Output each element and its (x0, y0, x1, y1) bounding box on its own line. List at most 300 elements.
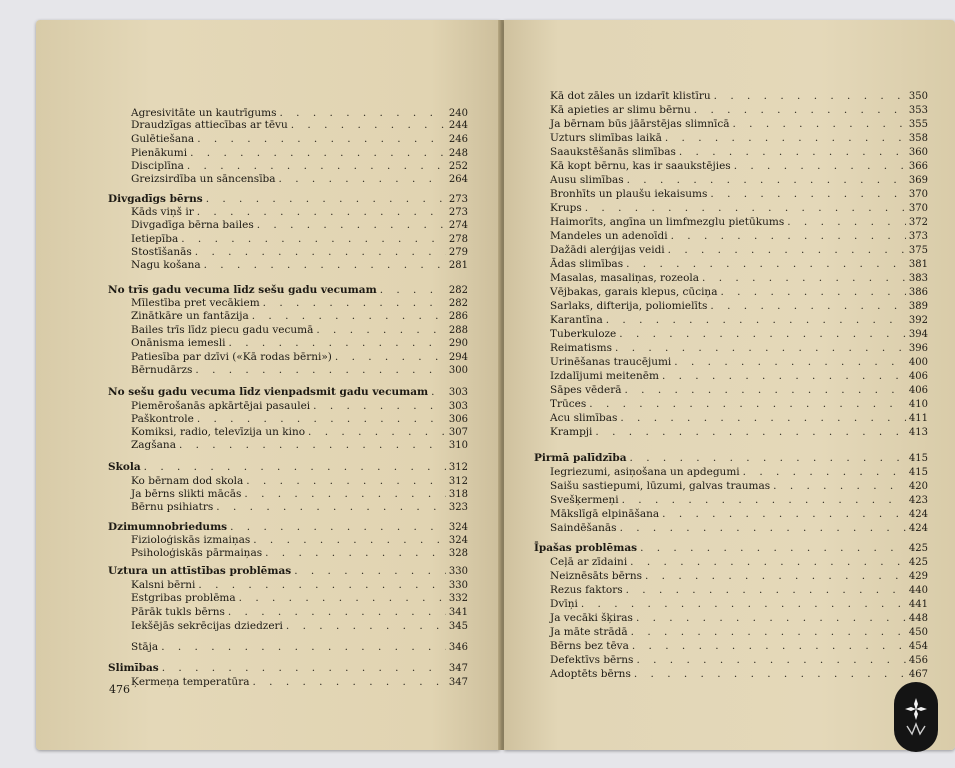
toc-entry (131, 488, 468, 501)
toc-page-number: 278 (448, 234, 468, 245)
dot-leader (162, 662, 446, 674)
toc-entry-title: Karantīna (550, 314, 603, 326)
toc-entry (131, 439, 468, 452)
toc-page-number: 290 (448, 338, 468, 349)
toc-page-number: 274 (448, 220, 468, 231)
toc-entry (131, 337, 468, 350)
toc-entry-title: Greizsirdība un sāncensība (131, 173, 276, 185)
dot-leader (630, 452, 906, 464)
toc-entry-title: Disciplīna (131, 160, 184, 172)
toc-page-number: 375 (908, 245, 928, 256)
toc-page-number: 312 (448, 476, 468, 487)
toc-section-heading (108, 193, 468, 206)
toc-page-number: 372 (908, 217, 928, 228)
toc-page-number: 410 (908, 399, 928, 410)
toc-page-number: 324 (448, 535, 468, 546)
toc-page-number: 324 (448, 522, 468, 533)
toc-page-number: 294 (448, 352, 468, 363)
toc-page-number: 400 (908, 357, 928, 368)
toc-entry (550, 132, 928, 145)
dot-leader (615, 342, 906, 354)
toc-entry-title: Ādas slimības (550, 258, 624, 270)
toc-page-number: 440 (908, 585, 928, 596)
toc-page-number: 386 (908, 287, 928, 298)
dot-leader (702, 272, 906, 284)
dot-leader (229, 337, 446, 349)
toc-page-number: 248 (448, 148, 468, 159)
toc-entry (131, 620, 468, 633)
toc-entry-title: Iekšējās sekrēcijas dziedzeri (131, 620, 283, 632)
toc-entry-title: Stāja (131, 641, 159, 653)
dot-leader (187, 160, 446, 172)
toc-entry-title: Stostīšanās (131, 246, 192, 258)
toc-page-number: 282 (448, 298, 468, 309)
toc-page-number: 310 (448, 440, 468, 451)
toc-entry (131, 246, 468, 259)
toc-entry-title: Dažādi alerģijas veidi (550, 244, 665, 256)
dot-leader (710, 188, 906, 200)
toc-entry (131, 310, 468, 323)
toc-entry (550, 466, 928, 479)
toc-page-number: 415 (908, 467, 928, 478)
dot-leader (632, 640, 906, 652)
toc-entry-title: Reimatisms (550, 342, 613, 354)
toc-page-number: 341 (448, 607, 468, 618)
dot-leader (190, 147, 446, 159)
toc-entry-title: Kā dot zāles un izdarīt klistīru (550, 90, 711, 102)
toc-entry-title: Psiholoģiskās pārmaiņas (131, 547, 263, 559)
toc-page-number: 300 (448, 365, 468, 376)
dot-leader (620, 522, 906, 534)
toc-entry-title: Kalsni bērni (131, 579, 196, 591)
dot-leader (636, 612, 906, 624)
toc-page-number: 425 (908, 543, 928, 554)
toc-entry-title: Pirmā palīdzība (534, 452, 627, 464)
toc-entry (550, 522, 928, 535)
toc-entry (550, 146, 928, 159)
toc-page-number: 389 (908, 301, 928, 312)
dot-leader (206, 193, 446, 205)
toc-entry-title: Dzimumnobriedums (108, 521, 228, 533)
toc-entry-title: Ko bērnam dod skola (131, 475, 244, 487)
toc-entry (131, 592, 468, 605)
toc-page-number: 406 (908, 371, 928, 382)
toc-page-number: 307 (448, 427, 468, 438)
dot-leader (263, 297, 446, 309)
toc-page-number: 425 (908, 557, 928, 568)
toc-page-number: 467 (908, 669, 928, 680)
right-page (504, 20, 955, 750)
dot-leader (239, 592, 446, 604)
dot-leader (197, 206, 446, 218)
toc-page-number: 306 (448, 414, 468, 425)
dot-leader (732, 118, 905, 130)
toc-section-heading (108, 461, 468, 474)
toc-entry-title: Saišu sastiepumi, lūzumi, galvas traumas (550, 480, 771, 492)
toc-entry-title: Bērns bez tēva (550, 640, 629, 652)
toc-entry (550, 480, 928, 493)
toc-entry-title: Paškontrole (131, 413, 194, 425)
toc-entry (550, 118, 928, 131)
dot-leader (645, 570, 906, 582)
toc-entry-title: Krampji (550, 426, 593, 438)
toc-page-number: 347 (448, 663, 468, 674)
dot-leader (431, 386, 446, 398)
toc-page-number: 346 (448, 642, 468, 653)
dot-leader (230, 521, 446, 533)
toc-entry (550, 342, 928, 355)
toc-entry-title: No sešu gadu vecuma līdz vienpadsmit gadu vecumam (108, 386, 429, 398)
toc-entry (550, 188, 928, 201)
toc-entry (550, 654, 928, 667)
toc-entry (550, 174, 928, 187)
dot-leader (252, 676, 445, 688)
toc-entry (131, 426, 468, 439)
toc-entry-title: Vējbakas, garais klepus, cūciņa (550, 286, 718, 298)
toc-entry (131, 676, 468, 689)
toc-entry-title: Piemērošanās apkārtējai pasaulei (131, 400, 311, 412)
dot-leader (335, 351, 446, 363)
toc-page-number: 411 (908, 413, 928, 424)
toc-page-number: 448 (908, 613, 928, 624)
dot-leader (246, 475, 446, 487)
toc-page-number: 441 (908, 599, 928, 610)
toc-entry (131, 534, 468, 547)
toc-page-number: 396 (908, 343, 928, 354)
dot-leader (624, 384, 905, 396)
toc-entry (131, 364, 468, 377)
toc-entry-title: Kā apieties ar slimu bērnu (550, 104, 691, 116)
toc-page-number: 350 (908, 91, 928, 102)
toc-entry (550, 328, 928, 341)
toc-entry (550, 508, 928, 521)
toc-page-number: 406 (908, 385, 928, 396)
toc-entry-title: Mīlestība pret vecākiem (131, 297, 260, 309)
toc-entry-title: No trīs gadu vecuma līdz sešu gadu vecumam (108, 284, 377, 296)
dot-leader (622, 494, 906, 506)
dot-leader (228, 606, 446, 618)
page-number: 476 (109, 683, 130, 696)
toc-entry-title: Saaukstēšanās slimības (550, 146, 676, 158)
toc-page-number: 332 (448, 593, 468, 604)
toc-entry (131, 400, 468, 413)
toc-entry (550, 570, 928, 583)
toc-page-number: 264 (448, 174, 468, 185)
dot-leader (620, 412, 906, 424)
toc-page-number: 392 (908, 315, 928, 326)
dot-leader (581, 598, 906, 610)
toc-page-number: 353 (908, 105, 928, 116)
toc-entry-title: Bērnudārzs (131, 364, 193, 376)
toc-entry (550, 230, 928, 243)
toc-page-number: 355 (908, 119, 928, 130)
toc-page-number: 303 (448, 401, 468, 412)
toc-page-number: 369 (908, 175, 928, 186)
toc-entry (131, 233, 468, 246)
toc-entry-title: Nagu košana (131, 259, 201, 271)
dot-leader (585, 202, 906, 214)
toc-page-number: 273 (448, 207, 468, 218)
toc-entry (550, 668, 928, 681)
toc-page-number: 281 (448, 260, 468, 271)
toc-page-number: 373 (908, 231, 928, 242)
dot-leader (606, 314, 906, 326)
toc-entry (550, 90, 928, 103)
dot-leader (589, 398, 906, 410)
toc-section-heading (108, 521, 468, 534)
dot-leader (216, 501, 446, 513)
toc-entry-title: Trūces (550, 398, 587, 410)
toc-page-number: 312 (448, 462, 468, 473)
toc-page-number: 370 (908, 203, 928, 214)
toc-page-number: 420 (908, 481, 928, 492)
toc-entry-title: Bērnu psihiatrs (131, 501, 214, 513)
toc-entry (550, 584, 928, 597)
toc-entry (131, 324, 468, 337)
toc-page-number: 279 (448, 247, 468, 258)
toc-entry (131, 173, 468, 186)
toc-entry-title: Rezus faktors (550, 584, 623, 596)
toc-entry-title: Ceļā ar zīdaini (550, 556, 628, 568)
toc-page-number: 345 (448, 621, 468, 632)
toc-page-number: 286 (448, 311, 468, 322)
toc-entry (550, 356, 928, 369)
toc-entry (131, 133, 468, 146)
toc-entry-title: Sarlaks, difterija, poliomielīts (550, 300, 708, 312)
toc-page-number: 383 (908, 273, 928, 284)
toc-entry (131, 147, 468, 160)
dot-leader (710, 300, 905, 312)
toc-entry-title: Zinātkāre un fantāzija (131, 310, 249, 322)
toc-page-number: 424 (908, 509, 928, 520)
dot-leader (668, 244, 906, 256)
toc-page-number: 244 (448, 120, 468, 131)
dot-leader (619, 328, 906, 340)
toc-entry (550, 300, 928, 313)
toc-entry-title: Ķermeņa temperatūra (131, 676, 250, 688)
toc-entry-title: Ietiepība (131, 233, 179, 245)
toc-entry-title: Agresivitāte un kautrīgums (131, 107, 277, 119)
dot-leader (195, 364, 446, 376)
toc-page-number: 240 (448, 108, 468, 119)
toc-entry (550, 384, 928, 397)
toc-entry-title: Masalas, masaliņas, rozeola (550, 272, 700, 284)
toc-section-heading (108, 284, 468, 297)
toc-entry-title: Slimības (108, 662, 159, 674)
dot-leader (626, 584, 906, 596)
dot-leader (204, 259, 446, 271)
dot-leader (631, 626, 906, 638)
toc-entry (131, 475, 468, 488)
dot-leader (662, 370, 906, 382)
toc-entry-title: Gulētiešana (131, 133, 195, 145)
toc-page-number: 328 (448, 548, 468, 559)
toc-entry-title: Adoptēts bērns (550, 668, 631, 680)
toc-page-number: 318 (448, 489, 468, 500)
toc-entry (550, 626, 928, 639)
dot-leader (665, 132, 906, 144)
dot-leader (265, 547, 446, 559)
toc-entry (131, 206, 468, 219)
toc-entry-title: Patiesība par dzīvi («Kā rodas bērni») (131, 351, 332, 363)
dot-leader (743, 466, 906, 478)
dot-leader (694, 104, 906, 116)
dot-leader (773, 480, 906, 492)
toc-page-number: 366 (908, 161, 928, 172)
toc-entry-title: Tuberkuloze (550, 328, 617, 340)
dot-leader (252, 310, 446, 322)
toc-entry-title: Onānisma iemesli (131, 337, 226, 349)
toc-entry (550, 494, 928, 507)
toc-entry-title: Svešķermeņi (550, 494, 619, 506)
toc-entry-title: Ja bērns slikti mācās (131, 488, 242, 500)
dot-leader (294, 565, 446, 577)
dot-leader (280, 107, 446, 119)
toc-entry-title: Fizioloģiskās izmaiņas (131, 534, 251, 546)
toc-page-number: 246 (448, 134, 468, 145)
toc-entry-title: Zagšana (131, 439, 176, 451)
toc-entry-title: Divgadīgs bērns (108, 193, 203, 205)
toc-page-number: 370 (908, 189, 928, 200)
dot-leader (313, 400, 446, 412)
toc-entry-title: Bailes trīs līdz piecu gadu vecumā (131, 324, 314, 336)
toc-entry-title: Urinēšanas traucējumi (550, 356, 672, 368)
toc-page-number: 252 (448, 161, 468, 172)
toc-page-number: 381 (908, 259, 928, 270)
toc-entry-title: Ausu slimības (550, 174, 624, 186)
dot-leader (181, 233, 446, 245)
toc-entry (550, 216, 928, 229)
toc-entry (131, 501, 468, 514)
toc-entry (550, 426, 928, 439)
toc-page-number: 288 (448, 325, 468, 336)
dot-leader (257, 219, 446, 231)
toc-section-heading (534, 452, 928, 465)
dot-leader (279, 173, 446, 185)
toc-entry (131, 219, 468, 232)
toc-page-number: 358 (908, 133, 928, 144)
toc-entry (131, 297, 468, 310)
toc-page-number: 347 (448, 677, 468, 688)
toc-entry-title: Uztura un attīstības problēmas (108, 565, 292, 577)
toc-page-number: 303 (448, 387, 468, 398)
toc-entry-title: Mandeles un adenoīdi (550, 230, 668, 242)
toc-page-number: 415 (908, 453, 928, 464)
dot-leader (198, 579, 446, 591)
toc-entry-title: Pārāk tukls bērns (131, 606, 225, 618)
toc-section-heading (534, 542, 928, 555)
dot-leader (634, 668, 906, 680)
toc-entry-title: Dvīņi (550, 598, 578, 610)
toc-entry-title: Sāpes vēderā (550, 384, 622, 396)
toc-entry-title: Krups (550, 202, 582, 214)
toc-entry (131, 119, 468, 132)
toc-entry-title: Kā kopt bērnu, kas ir saaukstējies (550, 160, 731, 172)
toc-entry-title: Haimorīts, angīna un limfmezglu pietūkums (550, 216, 785, 228)
dot-leader (286, 620, 446, 632)
toc-entry (131, 641, 468, 654)
dot-leader (720, 286, 905, 298)
toc-entry (131, 547, 468, 560)
toc-entry-title: Defektīvs bērns (550, 654, 634, 666)
dot-leader (734, 160, 906, 172)
toc-section-heading (108, 565, 468, 578)
dot-leader (316, 324, 446, 336)
dot-leader (627, 174, 906, 186)
toc-entry (550, 104, 928, 117)
toc-entry-title: Bronhīts un plaušu iekaisums (550, 188, 708, 200)
toc-entry-title: Draudzīgas attiecības ar tēvu (131, 119, 288, 131)
toc-entry-title: Acu slimības (550, 412, 618, 424)
dot-leader (714, 90, 906, 102)
toc-entry-title: Izdalījumi meitenēm (550, 370, 659, 382)
toc-page-number: 456 (908, 655, 928, 666)
toc-entry (131, 413, 468, 426)
dot-leader (197, 133, 446, 145)
toc-entry (550, 412, 928, 425)
toc-page-number: 330 (448, 566, 468, 577)
toc-entry-title: Īpašas problēmas (534, 542, 638, 554)
toc-entry-title: Ja māte strādā (550, 626, 628, 638)
dot-leader (195, 246, 446, 258)
dot-leader (244, 488, 446, 500)
dot-leader (679, 146, 906, 158)
toc-entry (550, 314, 928, 327)
dot-leader (674, 356, 906, 368)
toc-page-number: 424 (908, 523, 928, 534)
toc-page-number: 450 (908, 627, 928, 638)
toc-entry-title: Mākslīgā elpināšana (550, 508, 660, 520)
dot-leader (636, 654, 905, 666)
toc-entry-title: Uzturs slimības laikā (550, 132, 662, 144)
toc-entry (550, 244, 928, 257)
toc-entry (550, 398, 928, 411)
dot-leader (662, 508, 906, 520)
dot-leader (671, 230, 906, 242)
toc-page-number: 454 (908, 641, 928, 652)
watermark-logo-icon (894, 682, 938, 752)
toc-entry-title: Divgadīga bērna bailes (131, 219, 254, 231)
toc-entry-title: Skola (108, 461, 141, 473)
dot-leader (161, 641, 446, 653)
dot-leader (630, 556, 906, 568)
toc-page-number: 360 (908, 147, 928, 158)
toc-page-number: 330 (448, 580, 468, 591)
toc-entry (131, 351, 468, 364)
toc-entry (550, 370, 928, 383)
open-book (36, 20, 955, 760)
toc-page-number: 423 (908, 495, 928, 506)
toc-entry (550, 160, 928, 173)
toc-entry-title: Iegriezumi, asiņošana un apdegumi (550, 466, 740, 478)
toc-entry-title: Saindēšanās (550, 522, 617, 534)
toc-entry-title: Estgribas problēma (131, 592, 236, 604)
dot-leader (787, 216, 906, 228)
toc-entry (550, 272, 928, 285)
toc-entry (131, 606, 468, 619)
dot-leader (253, 534, 446, 546)
toc-entry (131, 579, 468, 592)
toc-page-number: 273 (448, 194, 468, 205)
toc-entry-title: Kāds viņš ir (131, 206, 194, 218)
toc-entry (550, 640, 928, 653)
toc-entry-title: Ja bērnam būs jāārstējas slimnīcā (550, 118, 730, 130)
left-page (36, 20, 500, 750)
toc-entry (550, 202, 928, 215)
toc-page-number: 413 (908, 427, 928, 438)
toc-entry-title: Pienākumi (131, 147, 188, 159)
toc-entry-title: Komiksi, radio, televīzija un kino (131, 426, 306, 438)
